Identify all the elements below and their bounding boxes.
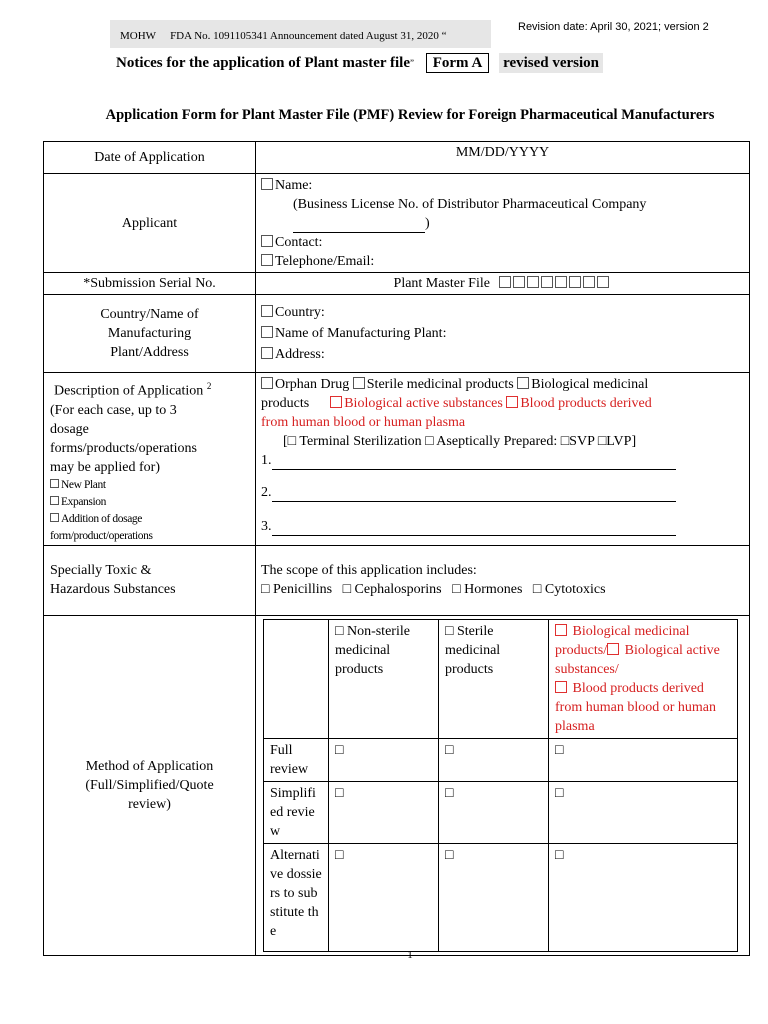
- item-1-label: 1.: [261, 453, 272, 468]
- applicant-label: Applicant: [44, 174, 256, 273]
- method-label-line-1: Method of Application: [85, 758, 214, 774]
- date-label: Date of Application: [44, 142, 256, 174]
- new-plant-label: New Plant: [61, 478, 106, 491]
- method-header-row: [264, 619, 738, 738]
- toxic-fields: [256, 545, 750, 615]
- alternative-sterile-box[interactable]: □: [439, 843, 549, 951]
- revision-date: Revision date: April 30, 2021; version 2: [518, 21, 709, 33]
- notice-heading: [116, 53, 603, 73]
- serial-label: *Submission Serial No.: [44, 273, 256, 295]
- col-sterile[interactable]: □ Sterile medicinal products: [439, 619, 549, 738]
- item-2-line[interactable]: [272, 486, 676, 502]
- country-checkbox[interactable]: [261, 305, 273, 317]
- row-applicant: [44, 174, 750, 273]
- bio-active-method-checkbox[interactable]: [607, 643, 619, 655]
- description-label-line-5: may be applied for): [50, 459, 161, 475]
- item-3-label: 3.: [261, 519, 272, 534]
- addition-label-line-2: form/product/operations: [50, 529, 153, 542]
- row-method: [44, 615, 750, 955]
- country-label: [44, 295, 256, 373]
- description-label-line-4: forms/products/operations: [50, 440, 197, 456]
- expansion-checkbox[interactable]: [50, 496, 59, 505]
- blood-products-checkbox[interactable]: [506, 396, 518, 408]
- header-announcement: [120, 30, 446, 42]
- products-label: products: [261, 396, 310, 411]
- country-fields: [256, 295, 750, 373]
- description-label-line-1: Description of Application: [54, 383, 204, 399]
- sterilization-options[interactable]: [□ Terminal Sterilization □ Aseptically Prepared: □SVP □LVP]: [283, 434, 637, 449]
- sterile-checkbox[interactable]: [353, 377, 365, 389]
- serial-field: [256, 273, 750, 295]
- expansion-label: Expansion: [61, 495, 106, 508]
- plant-master-file-label: Plant Master File: [393, 276, 490, 291]
- item-1-line[interactable]: [272, 454, 676, 470]
- row-serial: [44, 273, 750, 295]
- toxic-label-line-1: Specially Toxic &: [50, 563, 152, 579]
- addition-label-line-1: Addition of dosage: [61, 512, 142, 525]
- method-label-line-2: (Full/Simplified/Quote: [85, 777, 214, 793]
- blood-products-label: Blood products derived: [520, 396, 652, 411]
- notice-title: Notices for the application of Plant master file: [116, 55, 410, 71]
- simplified-nonsterile-box[interactable]: □: [329, 781, 439, 843]
- row-alternative-label: Alternative dossiers to substitute the: [264, 843, 329, 951]
- contact-checkbox[interactable]: [261, 235, 273, 247]
- simplified-sterile-box[interactable]: □: [439, 781, 549, 843]
- description-label: [44, 373, 256, 546]
- form-a-label: Form A: [426, 53, 490, 73]
- row-full-label: Full review: [264, 738, 329, 781]
- telephone-checkbox[interactable]: [261, 254, 273, 266]
- col-bio-line-2: Biological active substances/: [555, 642, 720, 677]
- orphan-drug-checkbox[interactable]: [261, 377, 273, 389]
- description-label-line-3: dosage: [50, 421, 89, 437]
- toxic-options[interactable]: □ Penicillins □ Cephalosporins □ Hormones □ Cytotoxics: [261, 582, 606, 598]
- addition-checkbox[interactable]: [50, 513, 59, 522]
- country-label-line-2: Manufacturing: [107, 326, 192, 341]
- ministry-label: MOHW: [120, 30, 157, 42]
- sterile-label: Sterile medicinal products: [366, 377, 514, 392]
- biological-label: Biological medicinal: [531, 377, 649, 392]
- name-checkbox[interactable]: [261, 178, 273, 190]
- biological-checkbox[interactable]: [517, 377, 529, 389]
- row-description: [44, 373, 750, 546]
- alternative-biological-box[interactable]: □: [549, 843, 738, 951]
- blood-products-label-line-2: from human blood or human plasma: [261, 415, 466, 430]
- plant-name-label: Name of Manufacturing Plant:: [275, 326, 447, 341]
- country-field-label: Country:: [275, 305, 325, 320]
- full-biological-box[interactable]: □: [549, 738, 738, 781]
- date-field[interactable]: MM/DD/YYYY: [256, 142, 750, 174]
- toxic-label: [44, 545, 256, 615]
- serial-boxes[interactable]: [499, 276, 611, 291]
- revised-version-label: revised version: [499, 53, 603, 73]
- announcement-text: FDA No. 1091105341 Announcement dated August 31, 2020 “: [170, 30, 447, 42]
- address-label: Address:: [275, 347, 325, 362]
- applicant-fields: [256, 174, 750, 273]
- full-sterile-box[interactable]: □: [439, 738, 549, 781]
- name-label: Name:: [275, 178, 313, 193]
- new-plant-checkbox[interactable]: [50, 479, 59, 488]
- footnote-marker: 2: [206, 381, 212, 391]
- notice-quote: ”: [409, 58, 414, 68]
- bio-active-checkbox[interactable]: [330, 396, 342, 408]
- row-country: [44, 295, 750, 373]
- country-label-line-3: Plant/Address: [110, 345, 189, 360]
- row-date: [44, 142, 750, 174]
- method-corner-cell: [264, 619, 329, 738]
- orphan-drug-label: Orphan Drug: [275, 377, 350, 392]
- address-checkbox[interactable]: [261, 347, 273, 359]
- toxic-label-line-2: Hazardous Substances: [50, 582, 176, 598]
- bio-active-label: Biological active substances: [344, 396, 503, 411]
- item-2-label: 2.: [261, 485, 272, 500]
- description-label-line-2: (For each case, up to 3: [50, 402, 177, 418]
- license-number-line[interactable]: [293, 217, 425, 233]
- row-toxic: [44, 545, 750, 615]
- close-paren: ): [425, 216, 430, 231]
- col-nonsterile[interactable]: □ Non-sterile medicinal products: [329, 619, 439, 738]
- method-row-alternative: [264, 843, 738, 951]
- country-label-line-1: Country/Name of: [100, 307, 199, 322]
- application-form-table: [43, 141, 750, 956]
- col-biological: [549, 619, 738, 738]
- page-number: 1: [407, 949, 413, 961]
- contact-label: Contact:: [275, 235, 323, 250]
- plant-name-checkbox[interactable]: [261, 326, 273, 338]
- col-bio-line-1: Biological medicinal products/: [555, 623, 690, 658]
- simplified-biological-box[interactable]: □: [549, 781, 738, 843]
- blood-method-checkbox[interactable]: [555, 681, 567, 693]
- method-label: [44, 615, 256, 955]
- telephone-label: Telephone/Email:: [275, 254, 375, 269]
- alternative-nonsterile-box[interactable]: □: [329, 843, 439, 951]
- col-bio-line-3: Blood products derived from human blood or human plasma: [555, 680, 716, 734]
- row-simplified-label: Simplified review: [264, 781, 329, 843]
- method-label-line-3: review): [128, 796, 171, 812]
- item-3-line[interactable]: [272, 520, 676, 536]
- method-matrix: [263, 619, 738, 952]
- full-nonsterile-box[interactable]: □: [329, 738, 439, 781]
- bio-medicinal-checkbox[interactable]: [555, 624, 567, 636]
- description-fields: [256, 373, 750, 546]
- business-license-label: (Business License No. of Distributor Pharmaceutical Company: [293, 197, 647, 212]
- form-title: Application Form for Plant Master File (PMF) Review for Foreign Pharmaceutical Manufacturers: [105, 107, 715, 123]
- method-row-simplified: [264, 781, 738, 843]
- toxic-scope-text: The scope of this application includes:: [261, 563, 477, 579]
- method-cell: [256, 615, 750, 955]
- method-row-full: [264, 738, 738, 781]
